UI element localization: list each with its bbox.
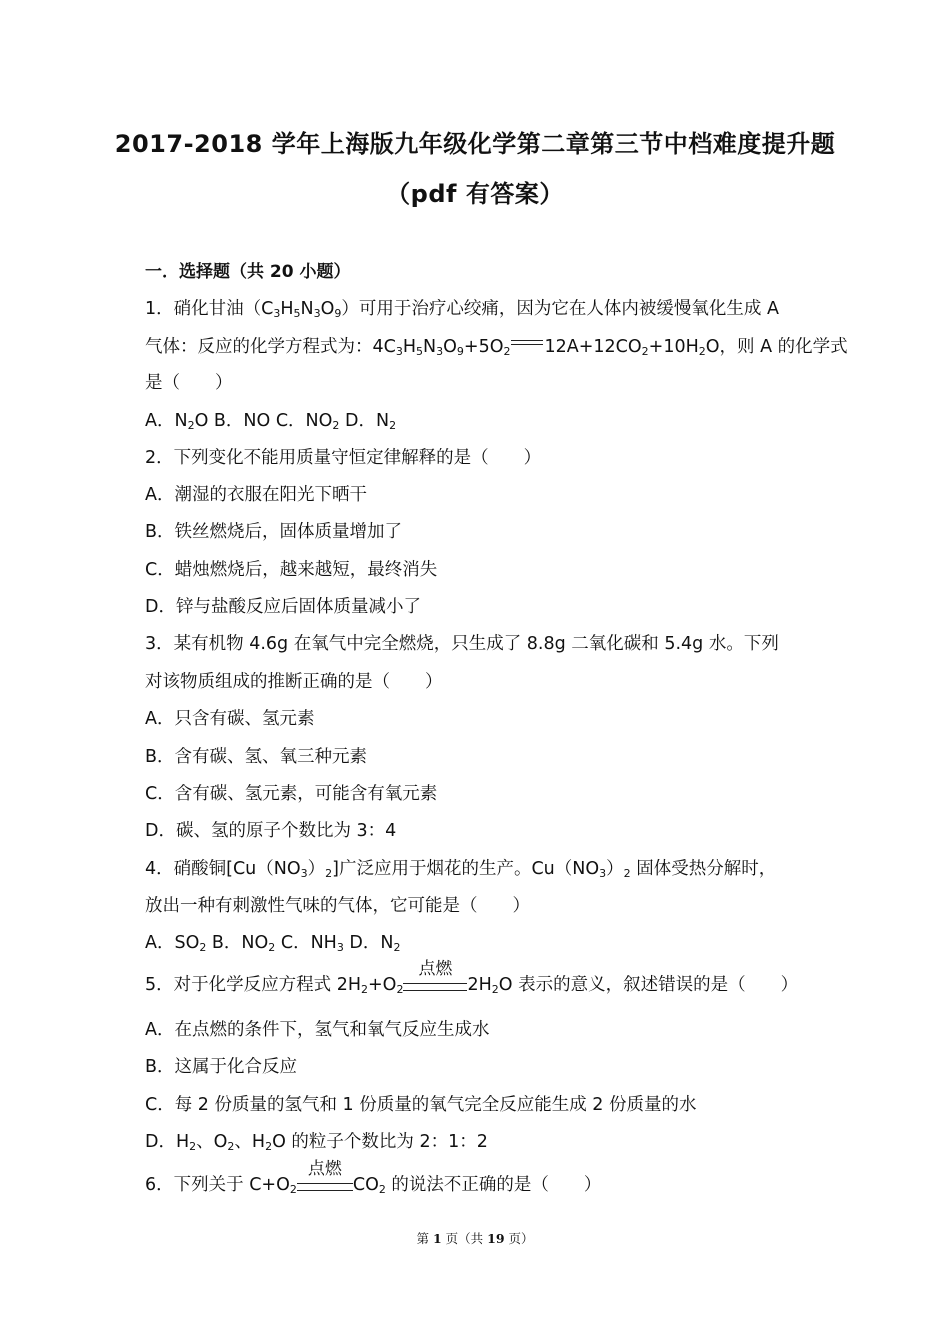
page-number: 1 [432, 1231, 442, 1246]
q3-option-c: C．含有碳、氢元素，可能含有氧元素 [145, 784, 438, 804]
q5-option-a: A．在点燃的条件下，氢气和氧气反应生成水 [145, 1020, 490, 1040]
q1-stem-line-3: 是（ ） [145, 373, 233, 393]
q3-option-b: B．含有碳、氢、氧三种元素 [145, 747, 368, 767]
q1-stem-line-1: 1．硝化甘油$(C_3H_5N_3O_9)$可用于治疗心绞痛，因为它在人体内被缓慢氧化生成 A [145, 299, 779, 320]
q6-stem: 6．下列关于 $C+O_2$ 点燃 $CO_2$ 的说法不正确的是（ ） [145, 1159, 602, 1196]
q5-option-b: B．这属于化合反应 [145, 1057, 298, 1077]
q4-options: A．$SO_2$ B．$NO_2$ C．$NH_3$ D．$N_2$ [145, 933, 401, 954]
document-title-line-1: 2017-2018 学年上海版九年级化学第二章第三节中档难度提升题 [114, 130, 836, 158]
q2-stem: 2．下列变化不能用质量守恒定律解释的是（ ） [145, 448, 542, 468]
q3-option-d: D．碳、氢的原子个数比为 3：4 [145, 821, 397, 841]
q1-stem-line-2: 气体：反应的化学方程式为：$4C_3H_5N_3O_9+5O_2$ $12A+12CO_2+10H_2O$，则 A 的化学式 [145, 337, 848, 358]
q4-stem-line-1: 4．硝酸铜$[Cu(NO_3)_2]$广泛应用于烟花的生产。$Cu(NO_3)_2$ 固体受热分解时， [145, 859, 777, 880]
q3-option-a: A．只含有碳、氢元素 [145, 709, 315, 729]
q2-option-a: A．潮湿的衣服在阳光下晒干 [145, 485, 367, 505]
q2-option-c: C．蜡烛燃烧后，越来越短，最终消失 [145, 560, 438, 580]
page-footer: 第 1 页（共 19 页） [416, 1231, 534, 1246]
q5-option-d: D．$H_2$、$O_2$、$H_2O$ 的粒子个数比为 2：1：2 [145, 1132, 488, 1153]
q5-option-c: C．每 2 份质量的氢气和 1 份质量的氧气完全反应能生成 2 份质量的水 [145, 1095, 697, 1115]
q1-options: A．$N_2O$ B．NO C．$NO_2$ D．$N_2$ [145, 411, 397, 432]
q3-stem-line-1: 3．某有机物 4.6g 在氧气中完全燃烧，只生成了 8.8g 二氧化碳和 5.4g 水。下列 [145, 634, 779, 654]
q2-option-d: D．锌与盐酸反应后固体质量减小了 [145, 597, 421, 617]
reaction-condition-arrow: 点燃 [403, 973, 467, 997]
page-total: 19 [487, 1231, 505, 1246]
q3-stem-line-2: 对该物质组成的推断正确的是（ ） [145, 672, 443, 692]
equals-sign-icon [511, 339, 543, 349]
reaction-condition-arrow: 点燃 [297, 1173, 353, 1197]
q4-stem-line-2: 放出一种有刺激性气味的气体，它可能是（ ） [145, 896, 530, 916]
q2-option-b: B．铁丝燃烧后，固体质量增加了 [145, 522, 403, 542]
q5-stem: 5．对于化学反应方程式 $2H_2+O_2$ 点燃 $2H_2O$ 表示的意义，叙述错误的是（ ） [145, 959, 799, 996]
section-heading: 一．选择题（共 20 小题） [145, 262, 351, 282]
document-title-line-2: （pdf 有答案） [386, 180, 564, 208]
